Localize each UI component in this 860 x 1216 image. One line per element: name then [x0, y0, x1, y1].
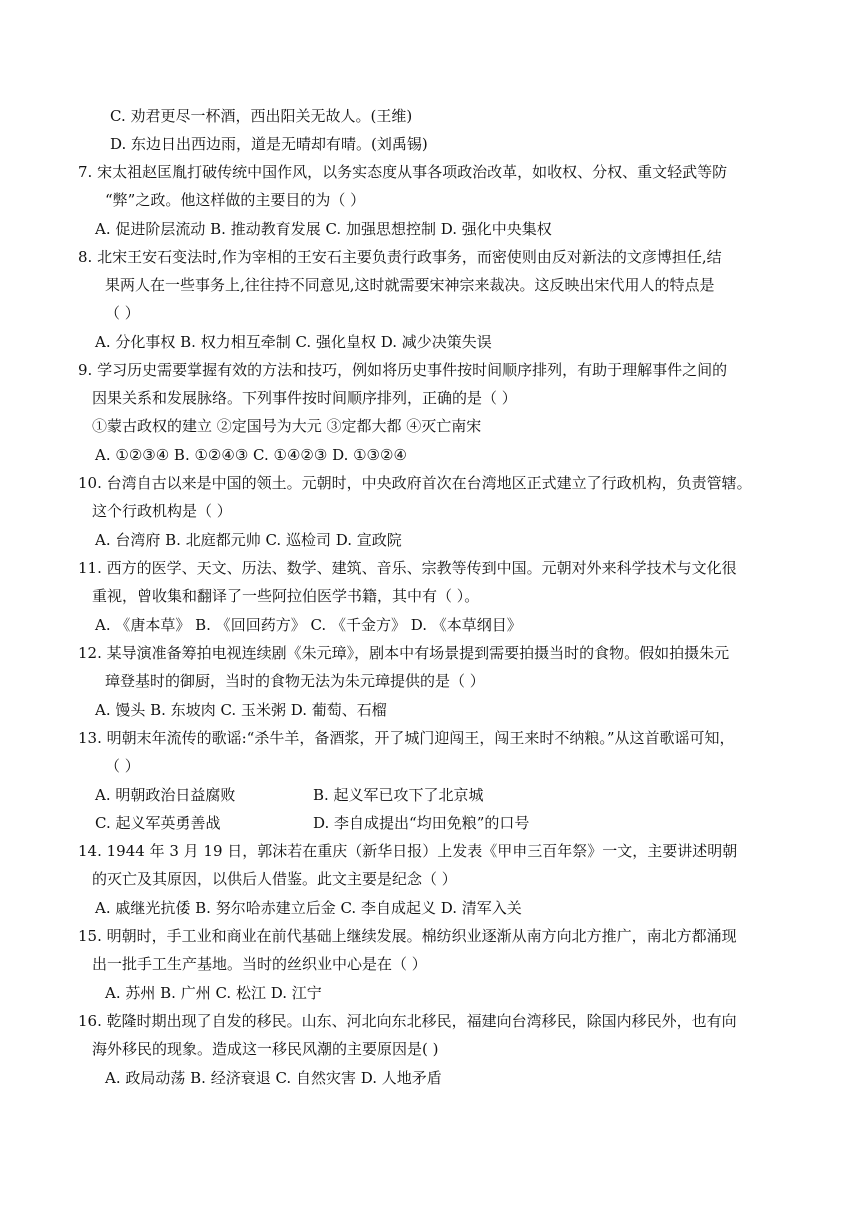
q15-options: A. 苏州 B. 广州 C. 松江 D. 江宁 — [105, 984, 322, 1002]
q10-options: A. 台湾府 B. 北庭都元帅 C. 巡检司 D. 宣政院 — [95, 531, 402, 549]
q15-stem-line1: 15. 明朝时，手工业和商业在前代基础上继续发展。棉纺织业逐渐从南方向北方推广，南北方都涌现 — [78, 927, 737, 945]
q10-stem-line1: 10. 台湾自古以来是中国的领土。元朝时，中央政府首次在台湾地区正式建立了行政机构，负责管辖。 — [78, 474, 752, 492]
q8-stem-line3: （ ） — [105, 304, 140, 322]
q16-stem-line1: 16. 乾隆时期出现了自发的移民。山东、河北向东北移民，福建向台湾移民，除国内移民外，也有向 — [78, 1012, 737, 1030]
q16-options: A. 政局动荡 B. 经济衰退 C. 自然灾害 D. 人地矛盾 — [105, 1069, 442, 1087]
q11-stem-line1: 11. 西方的医学、天文、历法、数学、建筑、音乐、宗教等传到中国。元朝对外来科学技术与文化很 — [78, 559, 737, 577]
q13-stem-line1: 13. 明朝末年流传的歌谣:“杀牛羊，备酒浆，开了城门迎闯王，闯王来时不纳粮。”从这首歌谣可知， — [78, 729, 735, 747]
q11-stem-line2: 重视，曾收集和翻译了一些阿拉伯医学书籍，其中有（ ）。 — [92, 587, 480, 605]
q7-options: A. 促进阶层流动 B. 推动教育发展 C. 加强思想控制 D. 强化中央集权 — [95, 220, 552, 238]
q11-options: A. 《唐本草》 B. 《回回药方》 C. 《千金方》 D. 《本草纲目》 — [95, 616, 522, 634]
q13-option-c: C. 起义军英勇善战 — [95, 814, 221, 832]
q6-option-c: C. 劝君更尽一杯酒，西出阳关无故人。(王维) — [110, 107, 413, 125]
q14-options: A. 戚继光抗倭 B. 努尔哈赤建立后金 C. 李自成起义 D. 清军入关 — [95, 899, 522, 917]
q7-stem-line2: “弊”之政。他这样做的主要目的为（ ） — [105, 191, 366, 209]
q13-option-b: B. 起义军已攻下了北京城 — [313, 786, 484, 804]
q7-stem-line1: 7. 宋太祖赵匡胤打破传统中国作风，以务实态度从事各项政治改革，如收权、分权、重文轻武等防 — [78, 163, 728, 181]
q9-stem-line2: 因果关系和发展脉络。下列事件按时间顺序排列，正确的是（ ） — [92, 389, 517, 407]
q9-stem-line1: 9. 学习历史需要掌握有效的方法和技巧，例如将历史事件按时间顺序排列，有助于理解事件之间的 — [78, 361, 728, 379]
q13-stem-line2: （ ） — [105, 757, 140, 775]
q15-stem-line2: 出一批手工生产基地。当时的丝织业中心是在（ ） — [92, 955, 427, 973]
q8-stem-line1: 8. 北宋王安石变法时,作为宰相的王安石主要负责行政事务，而密使则由反对新法的文彦博担任,结 — [78, 248, 722, 266]
q10-stem-line2: 这个行政机构是（ ） — [92, 502, 232, 520]
q16-stem-line2: 海外移民的现象。造成这一移民风潮的主要原因是( ) — [92, 1040, 439, 1058]
q9-options: A. ①②③④ B. ①②④③ C. ①④②③ D. ①③②④ — [95, 446, 407, 464]
q14-stem-line2: 的灭亡及其原因，以供后人借鉴。此文主要是纪念（ ） — [92, 870, 457, 888]
q6-option-d: D. 东边日出西边雨，道是无晴却有晴。(刘禹锡) — [110, 135, 428, 153]
q8-stem-line2: 果两人在一些事务上,往往持不同意见,这时就需要宋神宗来裁决。这反映出宋代用人的特点是 — [105, 276, 715, 294]
q12-stem-line1: 12. 某导演准备筹拍电视连续剧《朱元璋》，剧本中有场景提到需要拍摄当时的食物。假如拍摄朱元 — [78, 644, 730, 662]
q9-events: ①蒙古政权的建立 ②定国号为大元 ③定都大都 ④灭亡南宋 — [92, 417, 482, 435]
q14-stem-line1: 14. 1944 年 3 月 19 日，郭沫若在重庆（新华日报）上发表《甲申三百年祭》一文，主要讲述明朝 — [78, 842, 738, 860]
q8-options: A. 分化事权 B. 权力相互牵制 C. 强化皇权 D. 减少决策失误 — [95, 333, 492, 351]
q12-options: A. 馒头 B. 东坡肉 C. 玉米粥 D. 葡萄、石榴 — [95, 701, 387, 719]
q12-stem-line2: 璋登基时的御厨，当时的食物无法为朱元璋提供的是（ ） — [105, 672, 485, 690]
q13-option-d: D. 李自成提出“均田免粮”的口号 — [313, 814, 530, 832]
q13-option-a: A. 明朝政治日益腐败 — [95, 786, 236, 804]
